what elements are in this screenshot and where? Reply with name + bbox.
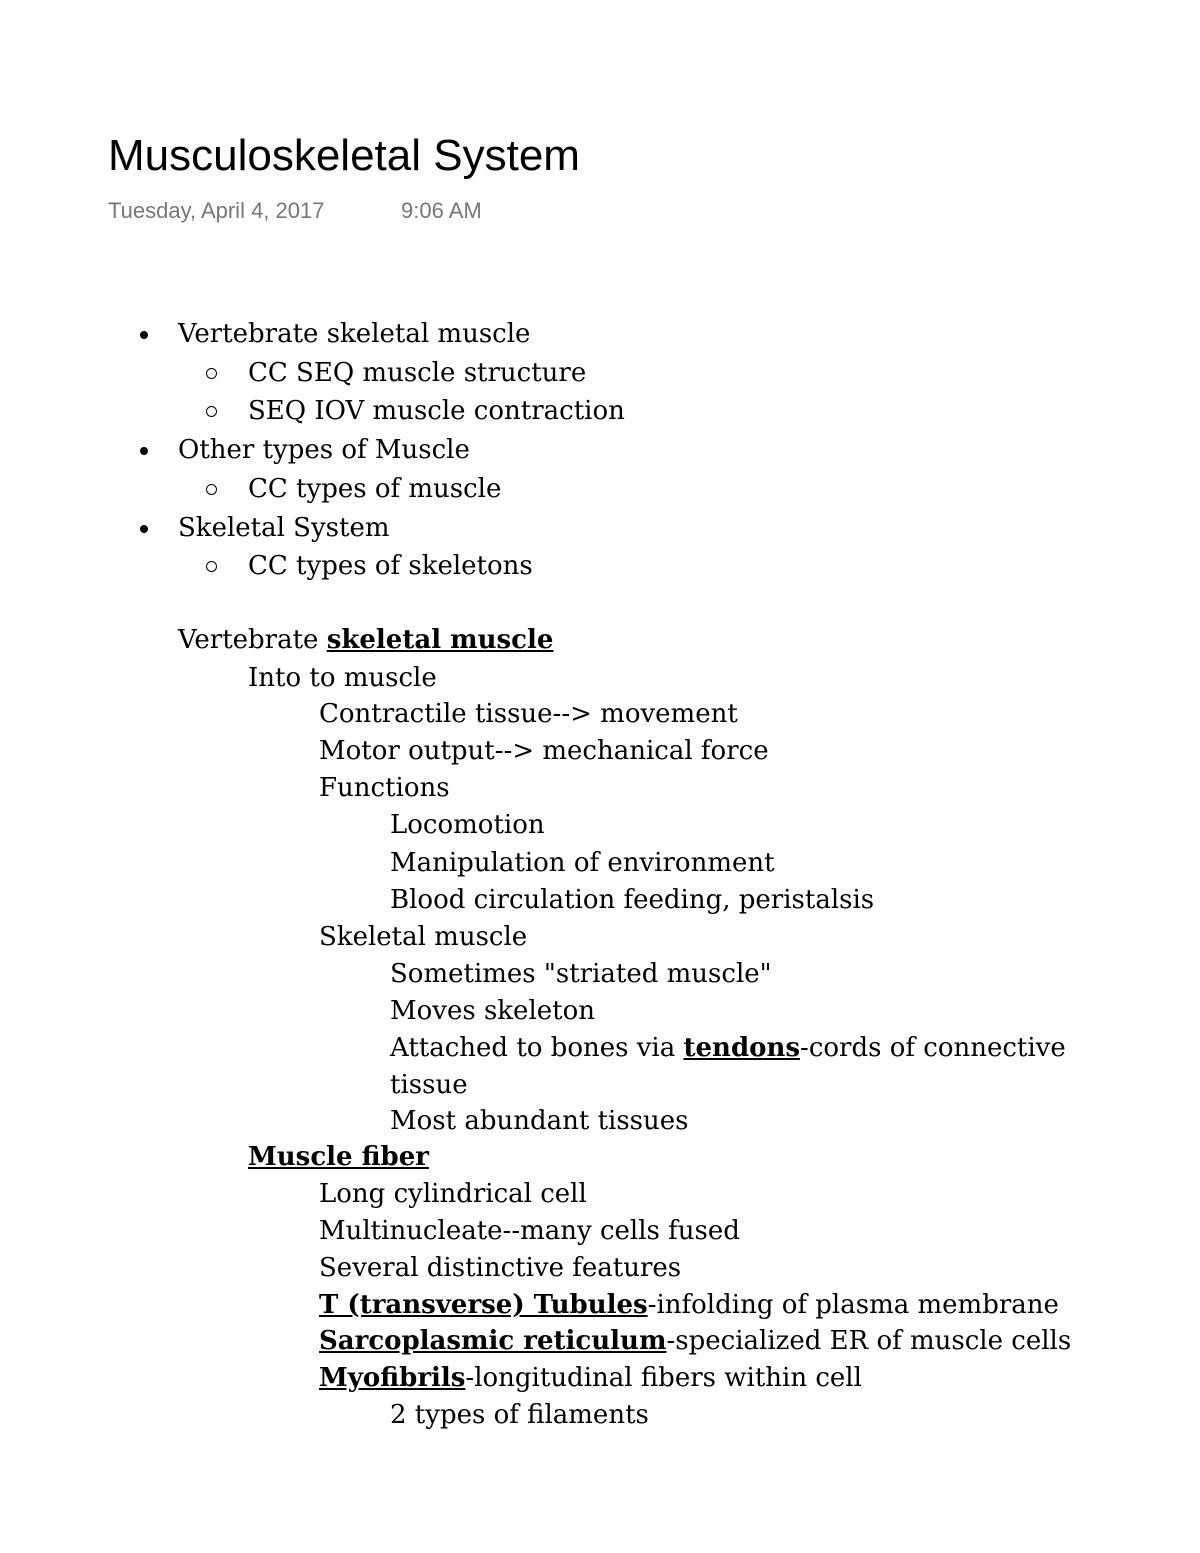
note-date: Tuesday, April 4, 2017	[108, 198, 325, 223]
item-text: Skeletal muscle	[319, 922, 528, 952]
item-text: Motor output--> mechanical force	[319, 736, 769, 766]
item-text: Moves skeleton	[390, 996, 595, 1026]
item-text: Into to muscle	[248, 663, 437, 693]
bullet-dot-icon	[132, 432, 154, 455]
item-text: Sometimes "striated muscle"	[390, 959, 772, 989]
item-text: Most abundant tissues	[390, 1106, 689, 1136]
bullet-circle-icon	[200, 471, 222, 495]
item-text: Manipulation of environment	[390, 848, 775, 878]
item-text: Functions	[319, 773, 450, 803]
bullet-dot-icon	[132, 316, 154, 339]
page-title: Musculoskeletal System	[108, 131, 580, 180]
bullet-circle-icon	[200, 393, 222, 417]
bullet-dot-icon	[132, 510, 154, 533]
item-text: Locomotion	[390, 810, 545, 840]
item-text: Attached to bones via tendons-cords of connective	[390, 1033, 1066, 1063]
bullet-circle-icon	[200, 548, 222, 572]
item-text: Muscle fiber	[248, 1142, 429, 1172]
item-text: tissue	[390, 1070, 468, 1100]
item-text: Sarcoplasmic reticulum-specialized ER of muscle cells	[319, 1326, 1072, 1356]
item-text: Myofibrils-longitudinal fibers within cell	[319, 1363, 862, 1393]
bullet-circle-icon	[200, 355, 222, 379]
note-time: 9:06 AM	[401, 198, 482, 223]
item-text: T (transverse) Tubules-infolding of plasma membrane	[319, 1290, 1059, 1320]
item-text: Contractile tissue--> movement	[319, 699, 738, 729]
item-text: Vertebrate skeletal muscle	[178, 625, 554, 655]
item-text: Long cylindrical cell	[319, 1179, 587, 1209]
item-text: 2 types of filaments	[390, 1400, 649, 1430]
item-text: Several distinctive features	[319, 1253, 682, 1283]
item-text: Multinucleate--many cells fused	[319, 1216, 740, 1246]
item-text: Blood circulation feeding, peristalsis	[390, 885, 875, 915]
